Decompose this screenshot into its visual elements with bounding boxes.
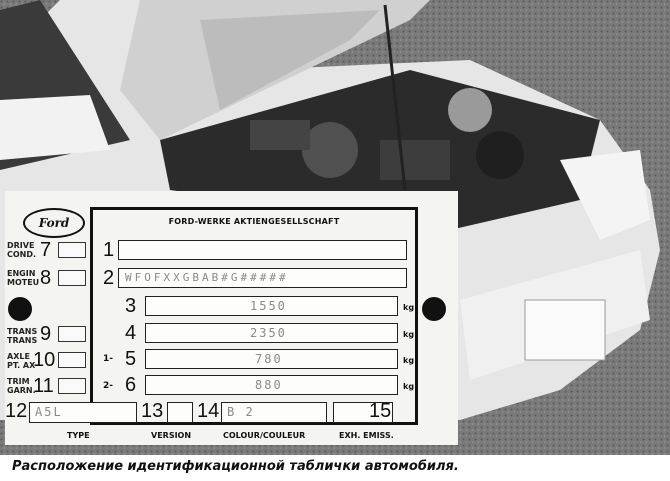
number-11: 11	[33, 375, 54, 397]
label-emission: EXH. EMISS.	[339, 431, 394, 440]
number-8: 8	[40, 267, 52, 289]
value-12: A5L	[35, 405, 63, 419]
number-7: 7	[40, 239, 52, 261]
unit-3: kg	[403, 303, 415, 312]
box-7	[58, 242, 86, 258]
field-1	[118, 240, 407, 260]
number-2: 2	[103, 267, 115, 289]
vin-value: WFOFXXGBAB#G#####	[125, 271, 289, 284]
label-axle: AXLE PT. AX	[7, 352, 36, 370]
number-4: 4	[125, 322, 137, 344]
number-15: 15	[369, 400, 392, 422]
field-13	[167, 402, 193, 423]
value-5: 780	[255, 352, 283, 366]
number-9: 9	[40, 323, 52, 345]
manufacturer-name: FORD-WERKE AKTIENGESELLSCHAFT	[168, 217, 340, 226]
identification-plate	[5, 191, 458, 445]
mounting-hole-right	[422, 297, 446, 321]
unit-6: kg	[403, 382, 415, 391]
label-engine: ENGIN MOTEU	[7, 269, 40, 287]
number-13: 13	[141, 400, 164, 422]
marker-2: 2-	[103, 381, 113, 391]
box-9	[58, 326, 86, 342]
value-4: 2350	[250, 326, 287, 340]
label-drive-cond: DRIVE COND.	[7, 241, 37, 259]
figure-caption: Расположение идентификационной таблички автомобиля.	[12, 459, 459, 474]
ford-logo: Ford	[23, 208, 85, 238]
label-trans: TRANS TRANS	[7, 327, 38, 345]
box-10	[58, 352, 86, 368]
number-14: 14	[197, 400, 220, 422]
unit-4: kg	[403, 330, 415, 339]
mounting-hole-left	[8, 297, 32, 321]
label-colour: COLOUR/COULEUR	[223, 431, 306, 440]
value-14: B 2	[227, 405, 255, 419]
number-6: 6	[125, 374, 137, 396]
marker-1: 1-	[103, 354, 113, 364]
number-5: 5	[125, 348, 137, 370]
number-10: 10	[33, 349, 56, 371]
box-8	[58, 270, 86, 286]
unit-5: kg	[403, 356, 415, 365]
label-type: TYPE	[67, 431, 90, 440]
number-1: 1	[103, 239, 115, 261]
box-11	[58, 378, 86, 394]
number-12: 12	[5, 400, 28, 422]
label-trim: TRIM GARN.	[7, 377, 36, 395]
label-version: VERSION	[151, 431, 192, 440]
value-3: 1550	[250, 299, 287, 313]
value-6: 880	[255, 378, 283, 392]
number-3: 3	[125, 295, 137, 317]
